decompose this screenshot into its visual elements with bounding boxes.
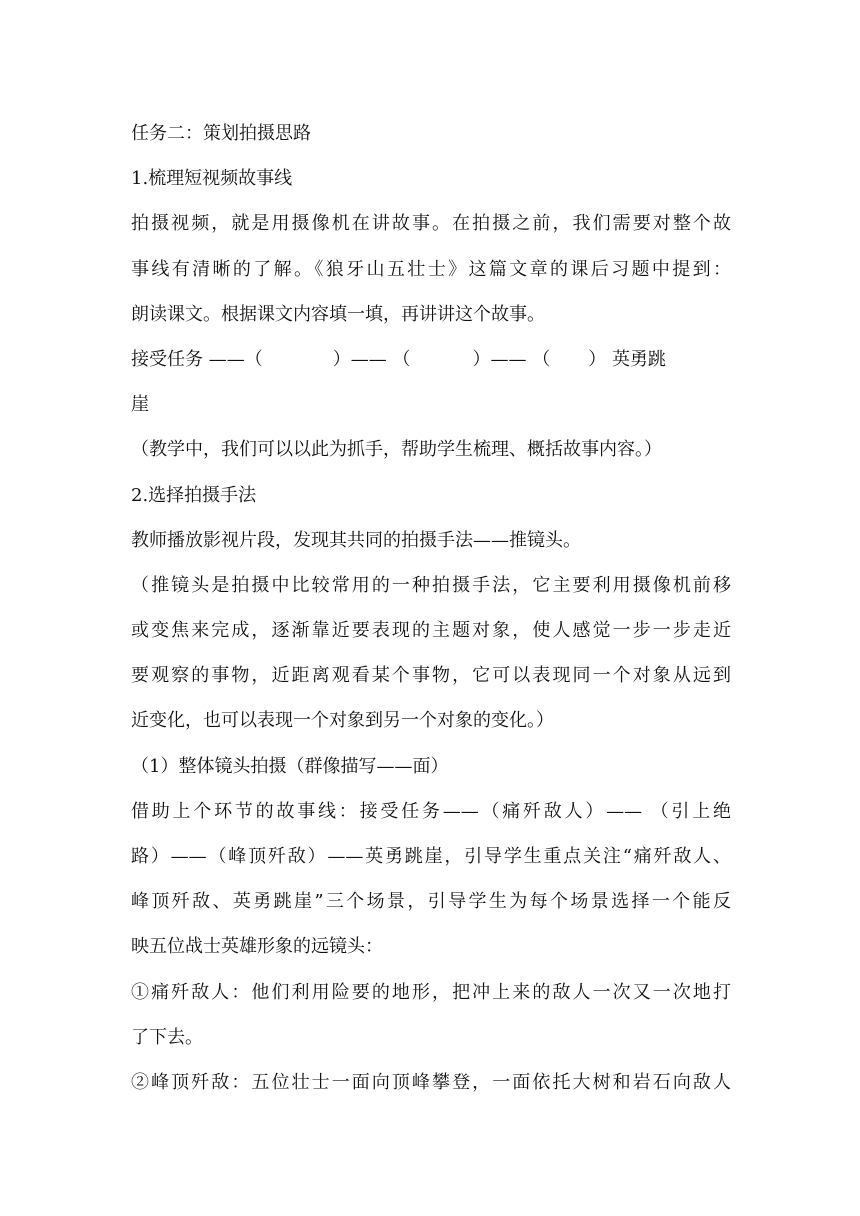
paragraph-line: 借助上个环节的故事线：接受任务——（痛歼敌人）—— （引上绝 xyxy=(131,800,731,822)
fill-in-blank-line xyxy=(131,337,731,382)
blank-open-paren: （ xyxy=(392,348,411,370)
section-title-technique: 2.选择拍摄手法 xyxy=(131,484,257,506)
blank-close-paren: ） xyxy=(332,348,351,370)
paragraph-line: 拍摄视频，就是用摄像机在讲故事。在拍摄之前，我们需要对整个故 xyxy=(131,213,731,235)
paragraph-line: 教师播放影视片段，发现其共同的拍摄手法——推镜头。 xyxy=(131,529,581,551)
task-heading: 任务二：策划拍摄思路 xyxy=(131,123,311,144)
blank-close-paren: ） xyxy=(472,348,491,370)
dash: —— xyxy=(490,348,527,370)
paragraph-line: 近变化，也可以表现一个对象到另一个对象的变化。） xyxy=(131,710,554,732)
blank-open-paren: （ xyxy=(244,348,263,370)
document-body xyxy=(131,111,731,1105)
paragraph-line: 事线有清晰的了解。《狼牙山五壮士》这篇文章的课后习题中提到： xyxy=(131,258,731,280)
fill-in-end: 英勇跳 xyxy=(611,348,666,370)
dash: —— xyxy=(208,348,245,370)
section-title-storyline: 1.梳理短视频故事线 xyxy=(131,168,293,190)
paragraph-line: 峰顶歼敌、英勇跳崖”三个场景，引导学生为每个场景选择一个能反 xyxy=(131,891,731,913)
fill-in-start: 接受任务 xyxy=(131,348,203,370)
fill-in-end-continued: 崖 xyxy=(131,394,149,416)
paragraph-line: 路）——（峰顶歼敌）——英勇跳崖，引导学生重点关注“痛歼敌人、 xyxy=(131,846,731,867)
blank-open-paren: （ xyxy=(532,348,551,370)
teaching-note: （教学中，我们可以以此为抓手，帮助学生梳理、概括故事内容。） xyxy=(131,439,662,461)
paragraph-line: （推镜头是拍摄中比较常用的一种拍摄手法，它主要利用摄像机前移 xyxy=(131,574,731,596)
paragraph-line: 或变焦来完成，逐渐靠近要表现的主题对象，使人感觉一步一步走近 xyxy=(131,620,731,642)
list-item: ①痛歼敌人：他们利用险要的地形，把冲上来的敌人一次又一次地打 xyxy=(131,981,731,1003)
list-item-continued: 了下去。 xyxy=(131,1026,203,1048)
paragraph-line: 朗读课文。根据课文内容填一填，再讲讲这个故事。 xyxy=(131,303,545,325)
paragraph-line: 映五位战士英雄形象的远镜头： xyxy=(131,936,383,958)
blank-close-paren: ） xyxy=(588,348,607,370)
list-item: ②峰顶歼敌：五位壮士一面向顶峰攀登，一面依托大树和岩石向敌人 xyxy=(131,1071,731,1093)
subsection-title: （1）整体镜头拍摄（群像描写——面） xyxy=(131,755,449,777)
dash: —— xyxy=(350,348,387,370)
paragraph-line: 要观察的事物，近距离观看某个事物，它可以表现同一个对象从远到 xyxy=(131,665,731,687)
